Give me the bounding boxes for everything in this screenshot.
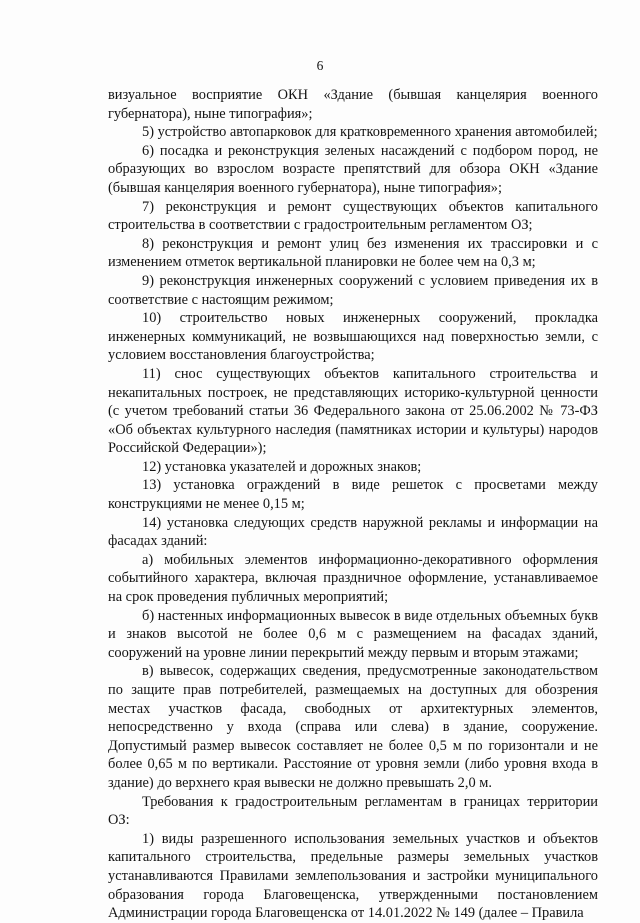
- paragraph-item-14: 14) установка следующих средств наружной рекламы и информации на фасадах зданий:: [108, 514, 598, 550]
- paragraph-item-6: 6) посадка и реконструкция зеленых насаждений с подбором пород, не образующих во взрослом возрасте препятствий для обзора ОКН «Здание (бывшая канцелярия военного губернатора), ныне типография»;: [108, 142, 598, 196]
- paragraph-continuation: визуальное восприятие ОКН «Здание (бывшая канцелярия военного губернатора), ныне типография»;: [108, 87, 598, 122]
- paragraph-item-10: 10) строительство новых инженерных сооружений, прокладка инженерных коммуникаций, не возвышающихся над поверхностью земли, с условием восстановления благоустройства;: [108, 310, 598, 364]
- paragraph-requirements-heading: Требования к градостроительным регламентам в границах территории ОЗ:: [108, 793, 598, 829]
- page-number: 6: [316, 58, 324, 73]
- paragraph-subitem-b: б) настенных информационных вывесок в виде отдельных объемных букв и знаков высотой не более 0,6 м с размещением на фасадах зданий, сооружений на уровне линии перекрытий между первым и вторым этажами;: [108, 607, 598, 661]
- paragraph-subitem-a: а) мобильных элементов информационно-декоративного оформления событийного характера, включая праздничное оформление, устанавливаемое на срок проведения публичных мероприятий;: [108, 551, 598, 606]
- paragraph-item-8: 8) реконструкция и ремонт улиц без изменения их трассировки и с изменением отметок вертикальной планировки не более чем на 0,3 м;: [108, 235, 598, 271]
- paragraph-subitem-v: в) вывесок, содержащих сведения, предусмотренные законодательством по защите прав потребителей, размещаемых на доступных для обозрения местах участков фасада, свободных от архитектурных элементов, непосредственно у входа (справа или слева) в здание, сооружение. Допустимый размер вывесок составляет не более 0,5 м по горизонтали и не более 0,65 м по вертикали. Расстояние от уровня земли (либо уровня входа в здание) до верхнего края вывески не должно превышать 2,0 м.: [108, 663, 598, 791]
- paragraph-item-7: 7) реконструкция и ремонт существующих объектов капитального строительства в соответствии с градостроительным регламентом ОЗ;: [108, 198, 598, 234]
- paragraph-item-13: 13) установка ограждений в виде решеток с просветами между конструкциями не менее 0,15 м;: [108, 477, 598, 513]
- document-body: [108, 86, 598, 923]
- paragraph-item-5: 5) устройство автопарковок для кратковременного хранения автомобилей;: [142, 124, 598, 141]
- paragraph-item-12: 12) установка указателей и дорожных знаков;: [142, 458, 422, 475]
- paragraph-item-9: 9) реконструкция инженерных сооружений с условием приведения их в соответствие с настоящим режимом;: [108, 272, 598, 308]
- paragraph-item-11: 11) снос существующих объектов капитального строительства и некапитальных построек, не представляющих историко-культурной ценности (с учетом требований статьи 36 Федерального закона от 25.06.2002 № 73-ФЗ «Об объектах культурного наследия (памятниках истории и культуры) народов Российской Федерации»);: [108, 365, 598, 457]
- paragraph-requirement-1: 1) виды разрешенного использования земельных участков и объектов капитального строительства, предельные размеры земельных участков устанавливаются Правилами землепользования и застройки муниципального образования города Благовещенска, утвержденными постановлением Администрации города Благовещенска от 14.01.2022 № 149 (далее – Правила: [108, 830, 598, 922]
